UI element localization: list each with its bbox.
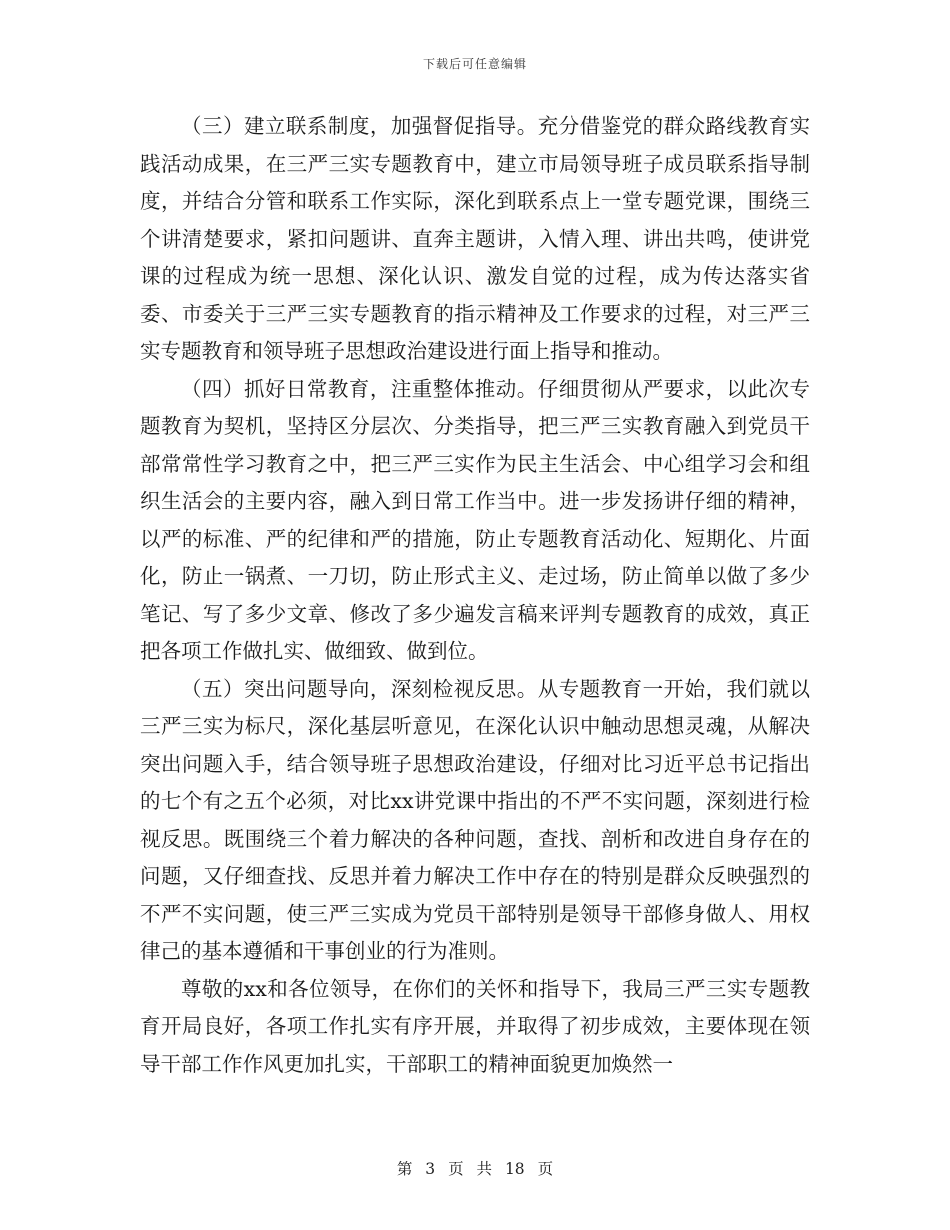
paragraph-5: （五）突出问题导向，深刻检视反思。从专题教育一开始，我们就以三严三实为标尺，深化基层听意见，在深化认识中触动思想灵魂，从解决突出问题入手，结合领导班子思想政治建设，仔细对比习近平总书记指出的七个有之五个必须，对比xx讲党课中指出的不严不实问题，深刻进行检视反思。既围绕三个着力解决的各种问题，查找、剖析和改进自身存在的问题，又仔细查找、反思并着力解决工作中存在的特别是群众反映强烈的不严不实问题，使三严三实成为党员干部特别是领导干部修身做人、用权律己的基本遵循和干事创业的行为准则。 — [140, 676, 810, 963]
document-body — [140, 108, 810, 1083]
page-number-footer: 第 3 页 共 18 页 — [396, 1160, 554, 1178]
page-header-note: 下载后可任意编辑 — [422, 57, 527, 71]
paragraph-3: （三）建立联系制度，加强督促指导。充分借鉴党的群众路线教育实践活动成果，在三严三实专题教育中，建立市局领导班子成员联系指导制度，并结合分管和联系工作实际，深化到联系点上一堂专题党课，围绕三个讲清楚要求，紧扣问题讲、直奔主题讲，入情入理、讲出共鸣，使讲党课的过程成为统一思想、深化认识、激发自觉的过程，成为传达落实省委、市委关于三严三实专题教育的指示精神及工作要求的过程，对三严三实专题教育和领导班子思想政治建设进行面上指导和推动。 — [140, 114, 810, 363]
paragraph-4: （四）抓好日常教育，注重整体推动。仔细贯彻从严要求，以此次专题教育为契机，坚持区分层次、分类指导，把三严三实教育融入到党员干部常常性学习教育之中，把三严三实作为民主生活会、中心组学习会和组织生活会的主要内容，融入到日常工作当中。进一步发扬讲仔细的精神，以严的标准、严的纪律和严的措施，防止专题教育活动化、短期化、片面化，防止一锅煮、一刀切，防止形式主义、走过场，防止简单以做了多少笔记、写了多少文章、修改了多少遍发言稿来评判专题教育的成效，真正把各项工作做扎实、做细致、做到位。 — [140, 376, 810, 663]
paragraph-closing: 尊敬的xx和各位领导，在你们的关怀和指导下，我局三严三实专题教育开局良好，各项工作扎实有序开展，并取得了初步成效，主要体现在领导干部工作作风更加扎实，干部职工的精神面貌更加焕然一 — [140, 976, 810, 1076]
